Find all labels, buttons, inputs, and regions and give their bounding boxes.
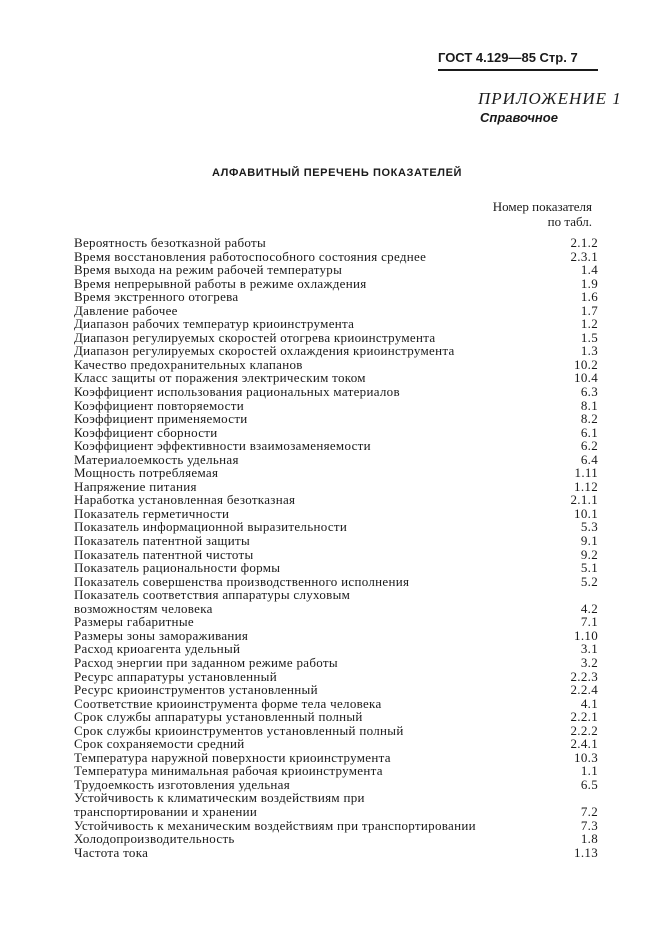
indicator-name-line: Показатель патентной защиты [74,533,250,549]
list-item [74,385,598,399]
indicator-name-line: Частота тока [74,844,149,860]
indicator-name-line: Показатель информационной выразительности [74,519,348,535]
list-item [74,358,598,372]
list-item [74,737,598,751]
table-number: 2.1.2 [570,235,598,250]
indicator-name-line: Напряжение питания [74,478,197,494]
indicator-name [74,629,248,643]
table-number: 1.6 [580,289,598,305]
list-item [74,832,598,846]
list-item [74,791,598,818]
table-number: 4.2 [580,600,598,616]
indicator-name-line: Размеры зоны замораживания [74,627,249,643]
table-number: 6.2 [580,438,598,454]
table-number: 3.1 [580,641,598,657]
appendix-subtitle: Справочное [480,110,558,125]
list-item [74,656,598,670]
header-rule [438,69,598,71]
indicator-name-line: Время экстренного отогрева [74,289,239,305]
list-item [74,236,598,250]
list-item [74,548,598,562]
list-item [74,439,598,453]
list-item [74,697,598,711]
index-list [74,236,598,859]
list-item [74,670,598,684]
indicator-name [74,724,404,738]
indicator-name-line: Срок службы аппаратуры установленный полный [74,709,363,725]
list-item [74,480,598,494]
table-number: 10.4 [574,370,598,386]
table-number: 7.1 [580,614,598,630]
indicator-name-line: Устойчивость к климатическим воздействиям при [74,790,365,806]
table-number: 9.2 [580,546,598,562]
list-item [74,724,598,738]
indicator-name [74,737,245,751]
indicator-name [74,656,338,670]
table-number: 2.2.2 [570,722,598,738]
indicator-name-line: Температура наружной поверхности криоинструмента [74,749,391,765]
indicator-name-line: Ресурс аппаратуры установленный [74,668,277,684]
list-item [74,642,598,656]
indicator-name-line: Коэффициент применяемости [74,411,248,427]
indicator-name-line: возможностям человека [74,600,213,616]
list-item [74,846,598,860]
list-item [74,277,598,291]
indicator-name [74,290,239,304]
indicator-name-line: Время восстановления работоспособного состояния среднее [74,248,427,264]
indicator-name [74,371,366,385]
column-header-line1: Номер показателя [492,199,592,214]
indicator-name-line: Соответствие криоинструмента форме тела человека [74,695,382,711]
indicator-name-line: Диапазон регулируемых скоростей охлаждения криоинструмента [74,343,455,359]
list-item [74,534,598,548]
indicator-name [74,548,254,562]
list-item [74,250,598,264]
indicator-name [74,453,239,467]
indicator-name [74,575,409,589]
table-number: 1.9 [580,275,598,291]
table-number: 6.5 [580,776,598,792]
indicator-name [74,236,266,250]
list-item [74,615,598,629]
indicator-name [74,385,400,399]
indicator-name-line: Наработка установленная безотказная [74,492,296,508]
list-item [74,344,598,358]
list-item [74,371,598,385]
indicator-name [74,399,244,413]
list-item [74,507,598,521]
list-item [74,263,598,277]
list-item [74,629,598,643]
indicator-name-line: Качество предохранительных клапанов [74,356,303,372]
table-number: 1.1 [580,763,598,779]
table-number: 2.4.1 [570,736,598,752]
indicator-name [74,670,277,684]
indicator-name-line: Трудоемкость изготовления удельная [74,776,291,792]
table-number: 8.1 [580,397,598,413]
table-number: 8.2 [580,411,598,427]
list-item [74,304,598,318]
indicator-name-line: Холодопроизводительность [74,831,235,847]
table-number: 1.2 [580,316,598,332]
indicator-name-line: Вероятность безотказной работы [74,235,267,250]
indicator-name-line: Показатель соответствия аппаратуры слуховым [74,587,351,603]
table-number: 2.2.1 [570,709,598,725]
indicator-name [74,480,197,494]
list-item [74,453,598,467]
indicator-name [74,764,383,778]
indicator-name-line: Время выхода на режим рабочей температуры [74,262,343,278]
indicator-name-line: Устойчивость к механическим воздействиям при транспортировании [74,817,476,833]
indicator-name-line: Расход криоагента удельный [74,641,241,657]
indicator-name-line: транспортировании и хранении [74,803,258,819]
indicator-name-line: Коэффициент сборности [74,424,218,440]
table-number: 9.1 [580,533,598,549]
indicator-name [74,250,426,264]
indicator-name-line: Коэффициент эффективности взаимозаменяемости [74,438,371,454]
indicator-name [74,263,342,277]
table-number: 4.1 [580,695,598,711]
indicator-name [74,358,303,372]
appendix-title: ПРИЛОЖЕНИЕ 1 [478,89,622,108]
column-header [470,199,592,229]
indicator-name [74,426,218,440]
indicator-name-line: Коэффициент использования рациональных материалов [74,384,400,400]
indicator-name-line: Ресурс криоинструментов установленный [74,682,318,698]
list-item [74,412,598,426]
table-number: 2.3.1 [570,248,598,264]
indicator-name-line: Диапазон регулируемых скоростей отогрева криоинструмента [74,329,436,345]
list-title: АЛФАВИТНЫЙ ПЕРЕЧЕНЬ ПОКАЗАТЕЛЕЙ [212,167,463,179]
table-number: 2.2.4 [570,682,598,698]
indicator-name [74,642,240,656]
indicator-name [74,697,382,711]
table-number: 2.2.3 [570,668,598,684]
list-item [74,426,598,440]
table-number: 6.3 [580,384,598,400]
list-item [74,819,598,833]
indicator-name [74,277,367,291]
table-number: 3.2 [580,654,598,670]
table-number: 7.3 [580,817,598,833]
indicator-name [74,778,290,792]
table-number: 6.4 [580,451,598,467]
table-number: 1.5 [580,329,598,345]
indicator-name [74,710,363,724]
table-number: 1.10 [574,627,598,643]
list-item [74,561,598,575]
list-item [74,751,598,765]
indicator-name-line: Диапазон рабочих температур криоинструмента [74,316,355,332]
indicator-name [74,331,435,345]
list-item [74,331,598,345]
indicator-name-line: Показатель герметичности [74,505,230,521]
indicator-name [74,819,476,833]
table-number: 1.12 [574,478,598,494]
list-item [74,764,598,778]
indicator-name-line: Время непрерывной работы в режиме охлаждения [74,275,367,291]
indicator-name [74,588,350,615]
table-number: 5.3 [580,519,598,535]
table-number: 1.13 [574,844,598,860]
table-number: 1.7 [580,302,598,318]
indicator-name [74,466,218,480]
indicator-name [74,791,365,818]
list-item [74,710,598,724]
indicator-name [74,344,455,358]
indicator-name-line: Срок службы криоинструментов установленный полный [74,722,404,738]
table-number: 10.1 [574,505,598,521]
table-number: 5.2 [580,573,598,589]
indicator-name [74,507,229,521]
indicator-name-line: Показатель совершенства производственного исполнения [74,573,410,589]
page-header-standard: ГОСТ 4.129—85 Стр. 7 [438,50,578,65]
list-item [74,493,598,507]
table-number: 1.11 [574,465,598,481]
table-number: 2.1.1 [570,492,598,508]
table-number: 7.2 [580,803,598,819]
table-number: 1.3 [580,343,598,359]
table-number: 1.4 [580,262,598,278]
indicator-name [74,846,148,860]
list-item [74,399,598,413]
indicator-name [74,520,347,534]
indicator-name [74,751,391,765]
indicator-name-line: Расход энергии при заданном режиме работы [74,654,338,670]
indicator-name-line: Размеры габаритные [74,614,194,630]
list-item [74,317,598,331]
list-item [74,588,598,615]
table-number: 6.1 [580,424,598,440]
indicator-name-line: Мощность потребляемая [74,465,219,481]
list-item [74,575,598,589]
list-item [74,466,598,480]
table-number: 10.2 [574,356,598,372]
indicator-name [74,832,235,846]
indicator-name [74,561,280,575]
indicator-name [74,534,250,548]
indicator-name-line: Класс защиты от поражения электрическим током [74,370,366,386]
indicator-name-line: Температура минимальная рабочая криоинструмента [74,763,383,779]
list-item [74,290,598,304]
table-number: 5.1 [580,560,598,576]
indicator-name [74,412,248,426]
indicator-name-line: Показатель рациональности формы [74,560,281,576]
list-item [74,778,598,792]
column-header-line2: по табл. [547,214,592,229]
indicator-name [74,439,371,453]
indicator-name [74,493,295,507]
indicator-name [74,615,194,629]
table-number: 10.3 [574,749,598,765]
indicator-name-line: Давление рабочее [74,302,178,318]
indicator-name-line: Срок сохраняемости средний [74,736,245,752]
indicator-name-line: Материалоемкость удельная [74,451,239,467]
indicator-name-line: Коэффициент повторяемости [74,397,244,413]
indicator-name [74,683,318,697]
list-item [74,520,598,534]
list-item [74,683,598,697]
indicator-name [74,304,178,318]
indicator-name-line: Показатель патентной чистоты [74,546,254,562]
table-number: 1.8 [580,831,598,847]
indicator-name [74,317,354,331]
